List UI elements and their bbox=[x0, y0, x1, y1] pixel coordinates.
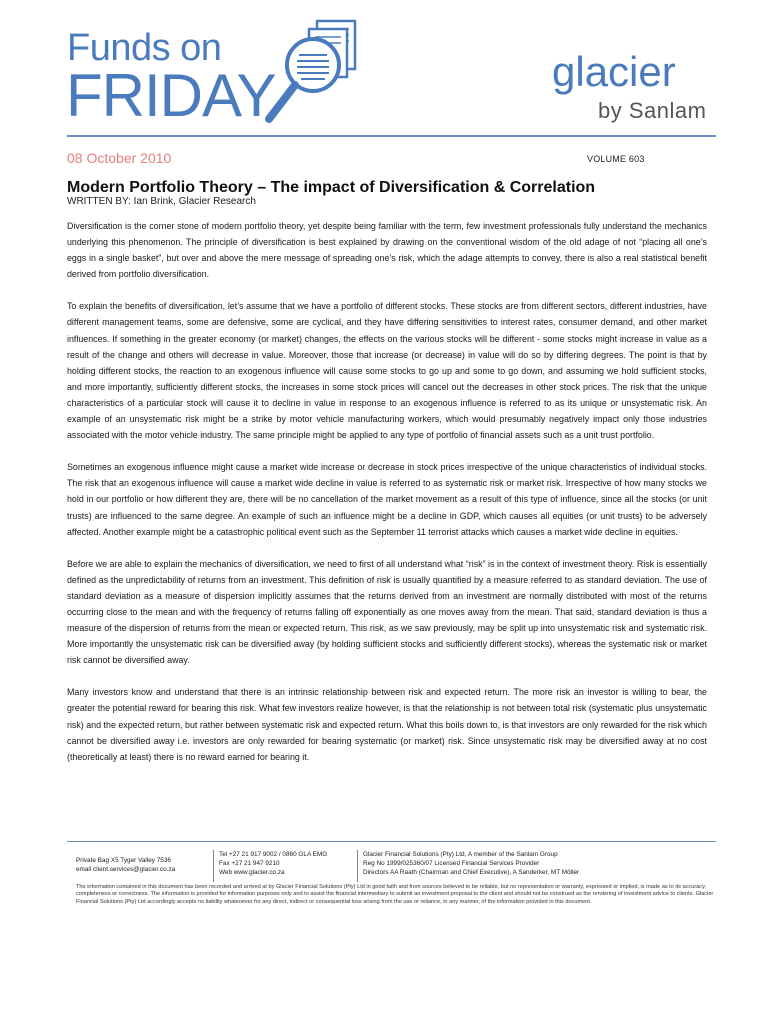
footer-address bbox=[76, 856, 175, 874]
article-paragraph: Sometimes an exogenous influence might cause a market wide increase or decrease in stock prices irrespective of the unique characteristics of individual stocks. The risk that an exogenous influence will cause a market wide decline in value is referred to as systematic risk or market risk. Irrespective of how many stocks we hold in our portfolio or how different they are, there will be no cancellation of the market movement as a result of this type of influence, since all the stocks (or unit trusts) are influenced to the same degree. An example of such an influence might be a decline in GDP, which causes all equities (or unit trusts) to be adversely affected. Another example might be a catastrophic political event such as the September 11 terrorist attacks which causes a market wide decline in equities. bbox=[67, 462, 707, 537]
article-body bbox=[67, 218, 707, 781]
brand-line-funds-on: Funds on bbox=[67, 27, 222, 69]
article-paragraph: Diversification is the corner stone of modern portfolio theory, yet despite being familiar with the term, few investment professionals fully understand the mechanics underlying this phenomenon. The principle of diversification is best explained by drawing on the conventional wisdom of the old adage of not “placing all one’s eggs in a single basket”, but over and above the mere message of spreading one’s risk, which the adage attempts to convey, there is also a real statistical benefit derived from portfolio diversification. bbox=[67, 221, 707, 280]
footer-company-info bbox=[357, 850, 579, 882]
brand-line-friday: FRIDAY bbox=[66, 62, 276, 129]
article-byline: WRITTEN BY: Ian Brink, Glacier Research bbox=[67, 196, 256, 207]
footer-divider bbox=[67, 841, 716, 842]
magnifying-glass-document-icon bbox=[255, 15, 365, 135]
article-paragraph: Many investors know and understand that there is an intrinsic relationship between risk and expected return. The more risk an investor is willing to bear, the greater the potential reward for bearing this risk. What few investors realize however, is that the relationship is not between total risk (systematic plus unsystematic risk) and the expected return, but rather between systematic risk and expected return. What this boils down to, is that investors are only rewarded for the risk which cannot be diversified away i.e. investors are only rewarded for bearing systematic (or market) risk. Since unsystematic risk may be diversified away at no cost (theoretically at least) there is no reward earned for bearing it. bbox=[67, 687, 707, 762]
header-divider bbox=[67, 135, 716, 137]
footer-fax: Fax +27 21 947 9210 bbox=[219, 860, 280, 867]
footer-postal-address: Private Bag X5 Tyger Valley 7536 bbox=[76, 857, 171, 864]
article-paragraph: To explain the benefits of diversification, let’s assume that we have a portfolio of different stocks. These stocks are from different sectors, different industries, have different management teams, some are defensive, some are cyclical, and they have differing sensitivities to interest rates, consumer demand, and other market influences. If something in the greater economy (or market) changes, the effects on the various stocks will be different - some stocks might increase in value as a result of the change and others will decrease in value. Moreover, those that increase (or decrease) in value will do so by differing degrees. The point is that by holding different stocks, the reaction to an exogenous influence will cause some stocks to go up and some to go down, and assuming we hold sufficient stocks, and more importantly, sufficiently different stocks, the increases in some stock prices will cancel out the decreases in other stock prices. The risk that the unique characteristics of a particular stock will cause it to decline in value in response to an exogenous influence is referred to as its unique or unsystematic risk. An example of an unsystematic risk might be a strike by motor vehicle manufacturing workers, which would presumably negatively impact only those industries associated with the motor vehicle industry. The same principle might be applied to any type of portfolio of financial assets such as a unit trust portfolio. bbox=[67, 301, 707, 441]
article-title: Modern Portfolio Theory – The impact of Diversification & Correlation bbox=[67, 179, 596, 196]
issue-volume: VOLUME 603 bbox=[587, 154, 645, 164]
footer-tel: Tel +27 21 917 9002 / 0860 GLA EMG bbox=[219, 851, 328, 858]
article-paragraph: Before we are able to explain the mechanics of diversification, we need to first of all understand what “risk” is in the context of investment theory. Risk is essentially defined as the unpredictability of returns from an investment. This definition of risk is usually quantified by a measure referred to as standard deviation. The use of standard deviation as a measure of dispersion implicitly assumes that the returns derived from an investment are normally distributed with most of the returns occurring close to the mean and with the frequency of returns falling off exponentially as one moves away from the mean. That said, standard deviation is thus a measure of the dispersion of returns from the mean or expected return. This risk, as we saw previously, may be split up into unsystematic risk and systematic risk. More importantly the unsystematic risk can be diversified away (by holding sufficient stocks and sufficiently different stocks), whereas the systematic risk or market risk cannot be diversified away. bbox=[67, 558, 707, 666]
footer-registration: Reg No 1999/025360/07 Licensed Financial Services Provider bbox=[363, 860, 540, 867]
footer-disclaimer: The information contained in this document has been recorded and arrived at by Glacier Financial Solutions (Pty) Ltd in good faith and from sources believed to be reliable, but no representation or warranty, expressed or implied, is made as to its accuracy, completeness or correctness. The information is provided for information purposes only and to assist the financial intermediary to submit an investment proposal to the client and should not be construed as the rendering of investment advice to clients. Glacier Financial Solutions (Pty) Ltd accordingly accepts no liability whatsoever for any direct, indirect or consequential loss arising from the use or reliance, in any manner, of the information provided in this document. bbox=[76, 884, 714, 905]
footer-web: Web www.glacier.co.za bbox=[219, 869, 285, 876]
footer-email: email client.services@glacier.co.za bbox=[76, 866, 176, 873]
footer-company-name: Glacier Financial Solutions (Pty) Ltd, A member of the Sanlam Group bbox=[363, 851, 558, 858]
footer-contact bbox=[213, 850, 327, 882]
footer-directors: Directors AA Raath (Chairman and Chief Executive), A Sanderker, MT Möller bbox=[363, 869, 580, 876]
company-logo-glacier: glacier bbox=[552, 48, 676, 95]
company-logo-by-sanlam: by Sanlam bbox=[598, 98, 707, 123]
issue-date: 08 October 2010 bbox=[67, 150, 172, 166]
